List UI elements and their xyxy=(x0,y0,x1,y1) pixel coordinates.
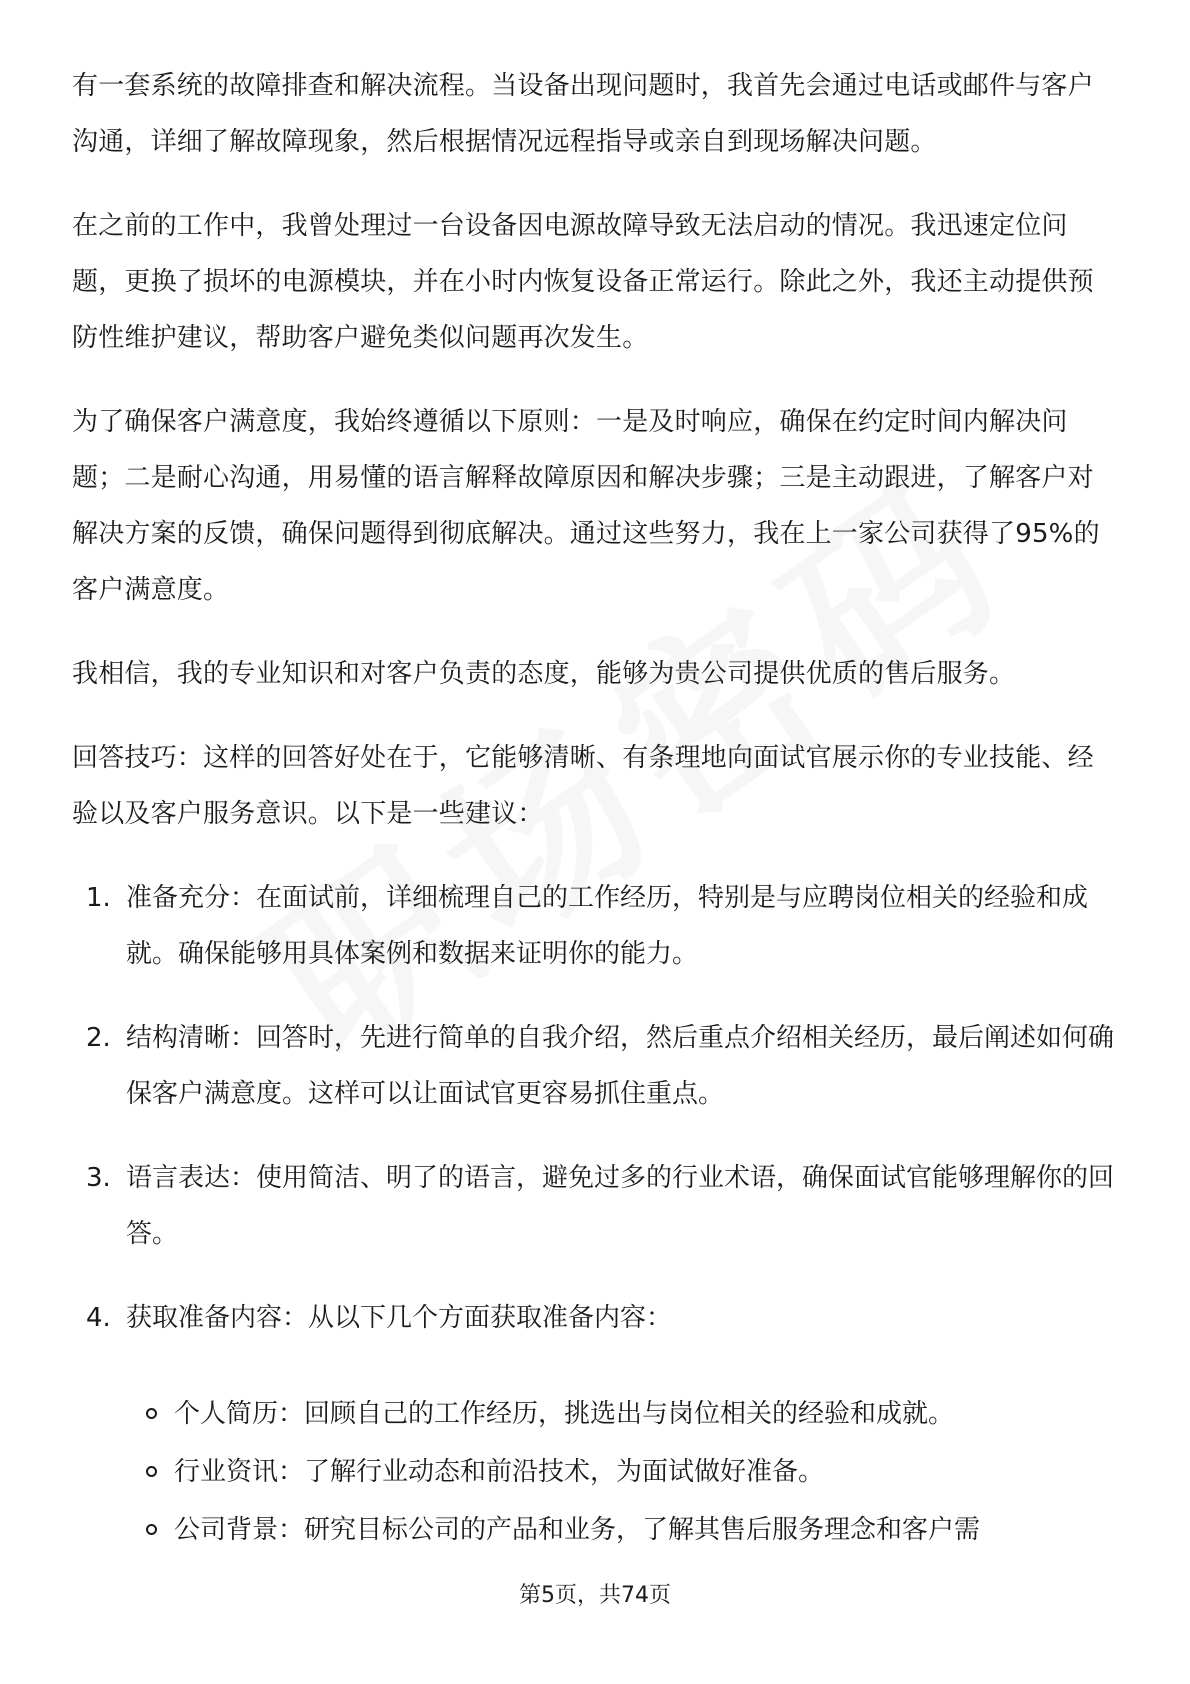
list-item xyxy=(72,1010,1118,1122)
paragraph-belief: 我相信，我的专业知识和对客户负责的态度，能够为贵公司提供优质的售后服务。 xyxy=(72,659,1016,689)
list-number: 1. xyxy=(86,883,111,913)
list-item-text: 结构清晰：回答时，先进行简单的自我介绍，然后重点介绍相关经历，最后阐述如何确保客户满意度。这样可以让面试官更容易抓住重点。 xyxy=(126,1023,1115,1109)
circle-bullet-icon xyxy=(146,1524,157,1535)
list-item-text: 语言表达：使用简洁、明了的语言，避免过多的行业术语，确保面试官能够理解你的回答。 xyxy=(126,1163,1115,1249)
list-item xyxy=(72,1150,1118,1262)
circle-bullet-icon xyxy=(146,1408,157,1419)
circle-bullet-icon xyxy=(146,1466,157,1477)
sub-list-item xyxy=(126,1502,1118,1558)
page-footer: 第5页，共74页 xyxy=(519,1583,671,1608)
list-number: 2. xyxy=(86,1023,111,1053)
list-item-text: 获取准备内容：从以下几个方面获取准备内容： xyxy=(126,1303,673,1333)
document-body xyxy=(72,58,1118,1586)
paragraph-satisfaction: 为了确保客户满意度，我始终遵循以下原则：一是及时响应，确保在约定时间内解决问题；二是耐心沟通，用易懂的语言解释故障原因和解决步骤；三是主动跟进，了解客户对解决方案的反馈，确保问题得到彻底解决。通过这些努力，我在上一家公司获得了95%的客户满意度。 xyxy=(72,407,1100,605)
tips-list xyxy=(72,870,1118,1558)
list-item xyxy=(72,870,1118,982)
sub-list-item xyxy=(126,1444,1118,1500)
sub-list-item xyxy=(126,1386,1118,1442)
list-item-text: 准备充分：在面试前，详细梳理自己的工作经历，特别是与应聘岗位相关的经验和成就。确保能够用具体案例和数据来证明你的能力。 xyxy=(126,883,1089,969)
sub-list-item-text: 行业资讯：了解行业动态和前沿技术，为面试做好准备。 xyxy=(174,1457,825,1487)
paragraph-troubleshooting: 有一套系统的故障排查和解决流程。当设备出现问题时，我首先会通过电话或邮件与客户沟通，详细了解故障现象，然后根据情况远程指导或亲自到现场解决问题。 xyxy=(72,71,1094,157)
list-number: 3. xyxy=(86,1163,111,1193)
list-number: 4. xyxy=(86,1303,111,1333)
sub-list-item-text: 个人简历：回顾自己的工作经历，挑选出与岗位相关的经验和成就。 xyxy=(174,1399,955,1429)
sub-list xyxy=(126,1386,1118,1558)
sub-list-item-text: 公司背景：研究目标公司的产品和业务，了解其售后服务理念和客户需 xyxy=(174,1515,981,1545)
paragraph-answer-tips: 回答技巧：这样的回答好处在于，它能够清晰、有条理地向面试官展示你的专业技能、经验以及客户服务意识。以下是一些建议： xyxy=(72,743,1094,829)
paragraph-experience: 在之前的工作中，我曾处理过一台设备因电源故障导致无法启动的情况。我迅速定位问题，更换了损坏的电源模块，并在小时内恢复设备正常运行。除此之外，我还主动提供预防性维护建议，帮助客户避免类似问题再次发生。 xyxy=(72,211,1094,353)
list-item xyxy=(72,1290,1118,1558)
